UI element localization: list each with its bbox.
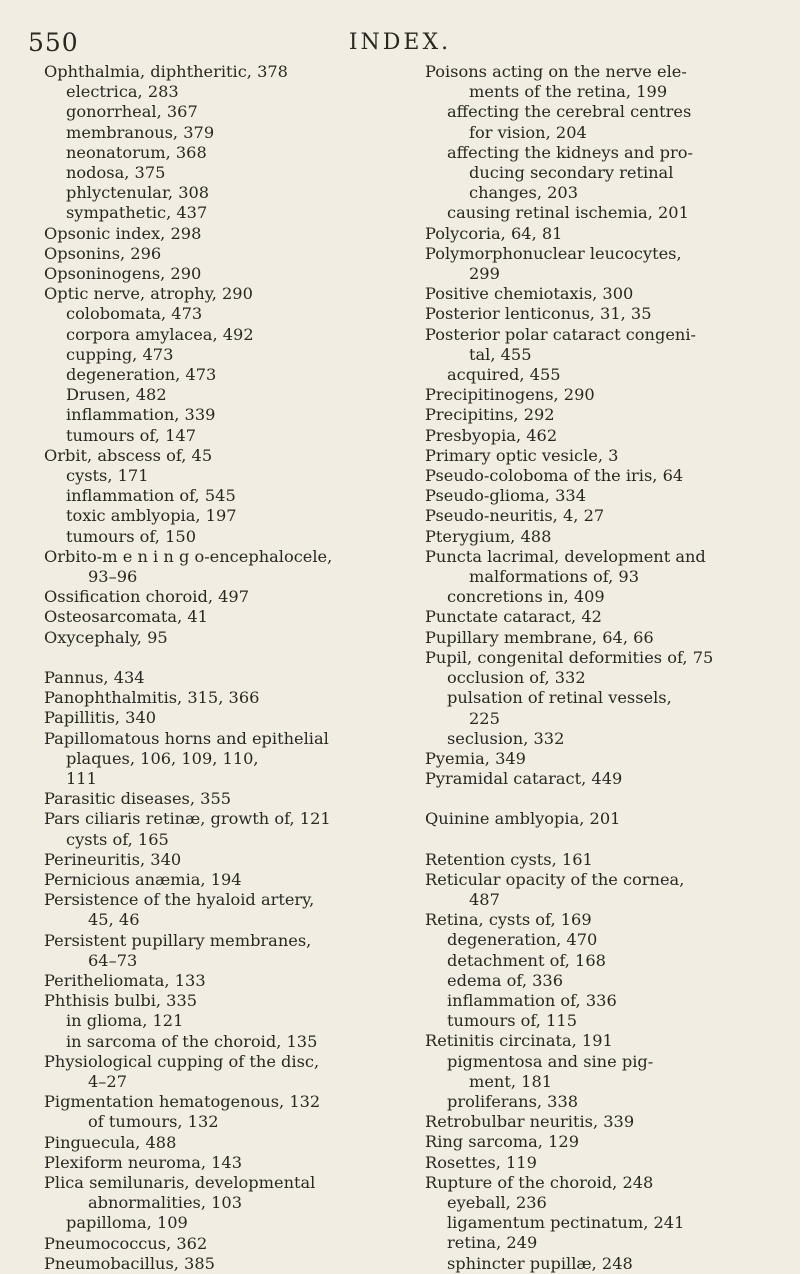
index-entry: Plica semilunaris, developmental (44, 1172, 316, 1192)
index-subentry: detachment of, 168 (447, 950, 606, 970)
index-subentry: retina, 249 (447, 1233, 538, 1253)
index-subentry: nodosa, 375 (66, 163, 166, 183)
index-subentry: in sarcoma of the choroid, 135 (66, 1031, 318, 1051)
index-entry: Pupil, congenital deformities of, 75 (425, 647, 714, 667)
index-subentry: of tumours, 132 (88, 1112, 219, 1132)
index-column-left (44, 62, 410, 1274)
section-gap (425, 789, 775, 809)
index-entry: Opsonins, 296 (44, 243, 162, 263)
index-entry: Ossification choroid, 497 (44, 587, 250, 607)
index-subentry: Drusen, 482 (66, 385, 167, 405)
index-entry: Pupillary membrane, 64, 66 (425, 627, 654, 647)
index-entry: Rupture of the choroid, 248 (425, 1172, 654, 1192)
index-entry: Oxycephaly, 95 (44, 627, 168, 647)
running-head: INDEX. (348, 30, 452, 55)
index-entry: Retrobulbar neuritis, 339 (425, 1112, 635, 1132)
index-subentry: 64–73 (88, 950, 138, 970)
index-subentry: cysts, 171 (66, 466, 149, 486)
index-subentry: edema of, 336 (447, 970, 564, 990)
index-subentry: tumours of, 150 (66, 526, 196, 546)
index-subentry: tumours of, 147 (66, 425, 196, 445)
index-entry: Plexiform neuroma, 143 (44, 1152, 243, 1172)
index-subentry: cupping, 473 (66, 344, 174, 364)
index-subentry: ducing secondary retinal (469, 163, 674, 183)
index-entry: Precipitinogens, 290 (425, 385, 595, 405)
index-subentry: sympathetic, 437 (66, 203, 208, 223)
index-subentry: abnormalities, 103 (88, 1193, 243, 1213)
index-entry: Poisons acting on the nerve ele- (425, 62, 687, 81)
index-subentry: ments of the retina, 199 (469, 82, 668, 102)
index-subentry: 111 (66, 768, 97, 788)
index-entry: Polycoria, 64, 81 (425, 223, 563, 243)
index-entry: Retina, cysts of, 169 (425, 910, 592, 930)
index-entry: Punctate cataract, 42 (425, 607, 602, 627)
section-gap (44, 648, 410, 668)
index-entry: Pseudo-neuritis, 4, 27 (425, 506, 605, 526)
index-entry: Persistence of the hyaloid artery, (44, 890, 315, 910)
index-entry: Opsoninogens, 290 (44, 264, 202, 284)
index-subentry: causing retinal ischemia, 201 (447, 203, 689, 223)
index-entry: Reticular opacity of the cornea, (425, 869, 685, 889)
index-subentry: papilloma, 109 (66, 1213, 188, 1233)
index-subentry: for vision, 204 (469, 122, 587, 142)
index-entry: Orbito-m e n i n g o-encephalocele, (44, 546, 333, 566)
index-entry: Pars ciliaris retinæ, growth of, 121 (44, 809, 331, 829)
index-entry: Pseudo-coloboma of the iris, 64 (425, 466, 684, 486)
index-entry: Pseudo-glioma, 334 (425, 486, 586, 506)
index-entry: Pinguecula, 488 (44, 1132, 177, 1152)
index-subentry: acquired, 455 (447, 365, 561, 385)
index-entry: Pneumococcus, 362 (44, 1233, 208, 1253)
index-subentry: in glioma, 121 (66, 1011, 184, 1031)
index-subentry: eyeball, 236 (447, 1192, 547, 1212)
index-column-right (425, 62, 775, 1274)
index-subentry: ment, 181 (469, 1071, 553, 1091)
index-entry: Panophthalmitis, 315, 366 (44, 688, 260, 708)
index-subentry: inflammation of, 336 (447, 990, 617, 1010)
index-subentry: concretions in, 409 (447, 587, 605, 607)
index-subentry: cysts of, 165 (66, 829, 169, 849)
index-entry: Ring sarcoma, 129 (425, 1132, 579, 1152)
index-subentry: corpora amylacea, 492 (66, 324, 254, 344)
index-entry: Papillomatous horns and epithelial (44, 728, 329, 748)
index-entry: Quinine amblyopia, 201 (425, 809, 621, 829)
index-entry: Pyramidal cataract, 449 (425, 769, 623, 789)
index-subentry: toxic amblyopia, 197 (66, 506, 237, 526)
index-entry: Pyemia, 349 (425, 748, 526, 768)
index-subentry: proliferans, 338 (447, 1091, 579, 1111)
index-entry: Posterior lenticonus, 31, 35 (425, 304, 652, 324)
index-subentry: tumours of, 115 (447, 1011, 577, 1031)
index-entry: Peritheliomata, 133 (44, 970, 206, 990)
index-entry: Phthisis bulbi, 335 (44, 991, 198, 1011)
index-subentry: pulsation of retinal vessels, (447, 688, 672, 708)
index-subentry: tal, 455 (469, 344, 532, 364)
index-subentry: 45, 46 (88, 910, 140, 930)
index-subentry: neonatorum, 368 (66, 142, 207, 162)
index-entry: Rosettes, 119 (425, 1152, 537, 1172)
index-subentry: 487 (469, 889, 500, 909)
index-subentry: ligamentum pectinatum, 241 (447, 1213, 685, 1233)
index-entry: Positive chemiotaxis, 300 (425, 284, 634, 304)
index-entry: Posterior polar cataract congeni- (425, 324, 696, 344)
index-entry: Optic nerve, atrophy, 290 (44, 284, 253, 304)
index-entry: Physiological cupping of the disc, (44, 1051, 320, 1071)
index-subentry: pigmentosa and sine pig- (447, 1051, 654, 1071)
section-gap (425, 830, 775, 850)
index-entry: Retinitis circinata, 191 (425, 1031, 613, 1051)
index-entry: Primary optic vesicle, 3 (425, 445, 619, 465)
index-entry: Precipitins, 292 (425, 405, 555, 425)
index-subentry: degeneration, 473 (66, 365, 217, 385)
index-entry: Presbyopia, 462 (425, 425, 558, 445)
index-subentry: colobomata, 473 (66, 304, 203, 324)
index-subentry: degeneration, 470 (447, 930, 598, 950)
index-subentry: 93–96 (88, 567, 138, 587)
index-entry: Parasitic diseases, 355 (44, 789, 232, 809)
index-subentry: affecting the kidneys and pro- (447, 142, 693, 162)
index-subentry: inflammation of, 545 (66, 486, 236, 506)
index-subentry: electrica, 283 (66, 82, 179, 102)
index-entry: Pannus, 434 (44, 667, 145, 687)
index-entry: Osteosarcomata, 41 (44, 607, 208, 627)
index-subentry: malformations of, 93 (469, 567, 640, 587)
index-entry: Persistent pupillary membranes, (44, 930, 312, 950)
index-subentry: occlusion of, 332 (447, 668, 586, 688)
index-subentry: gonorrheal, 367 (66, 102, 198, 122)
index-subentry: changes, 203 (469, 183, 579, 203)
index-entry: Ophthalmia, diphtheritic, 378 (44, 62, 288, 81)
index-entry: Papillitis, 340 (44, 708, 157, 728)
index-subentry: inflammation, 339 (66, 405, 216, 425)
index-subentry: 4–27 (88, 1071, 127, 1091)
index-subentry: 299 (469, 264, 500, 284)
index-subentry: sphincter pupillæ, 248 (447, 1253, 633, 1273)
index-entry: Pneumobacillus, 385 (44, 1253, 215, 1273)
index-subentry: phlyctenular, 308 (66, 183, 210, 203)
index-subentry: affecting the cerebral centres (447, 102, 692, 122)
index-entry: Polymorphonuclear leucocytes, (425, 243, 682, 263)
index-entry: Pernicious anæmia, 194 (44, 869, 242, 889)
index-entry: Pigmentation hematogenous, 132 (44, 1092, 321, 1112)
index-entry: Pterygium, 488 (425, 526, 552, 546)
page-number: 550 (28, 28, 79, 57)
index-subentry: plaques, 106, 109, 110, (66, 748, 259, 768)
index-entry: Opsonic index, 298 (44, 223, 202, 243)
index-entry: Puncta lacrimal, development and (425, 546, 706, 566)
index-subentry: seclusion, 332 (447, 728, 565, 748)
index-subentry: 225 (469, 708, 500, 728)
index-subentry: membranous, 379 (66, 122, 215, 142)
index-entry: Retention cysts, 161 (425, 849, 593, 869)
index-entry: Perineuritis, 340 (44, 849, 182, 869)
index-entry: Orbit, abscess of, 45 (44, 445, 213, 465)
